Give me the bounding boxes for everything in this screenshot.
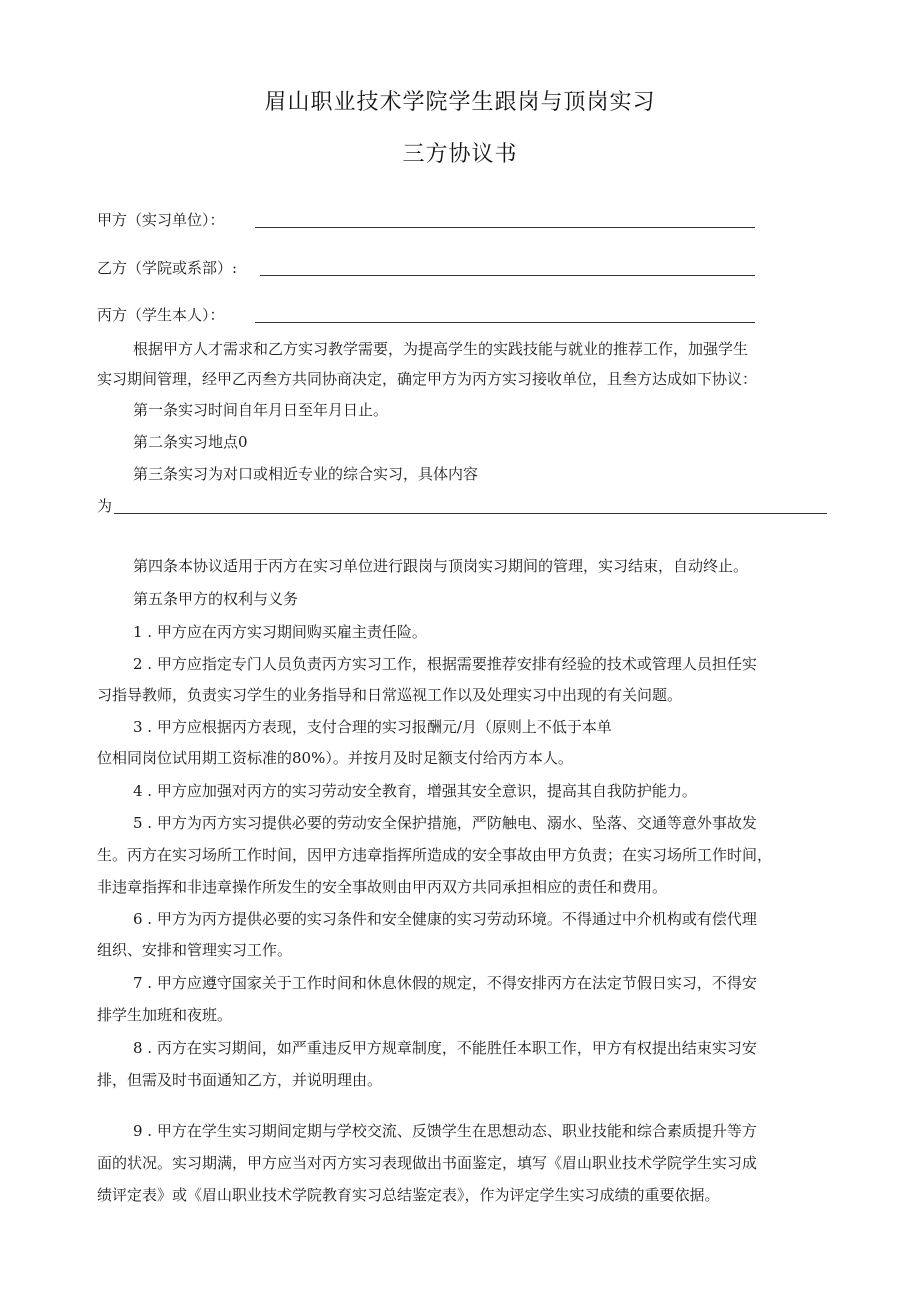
party-c-label: 丙方（学生本人）： <box>97 306 225 324</box>
party-a-blank <box>255 227 755 228</box>
item-3-line-1: 3 . 甲方应根据丙方表现，支付合理的实习报酬元/月（原则上不低于本单 <box>133 718 612 736</box>
item-8-line-2: 排，但需及时书面通知乙方，并说明理由。 <box>97 1071 383 1089</box>
article-4: 第四条本协议适用于丙方在实习单位进行跟岗与顶岗实习期间的管理，实习结束，自动终止。 <box>133 557 749 575</box>
document-subtitle: 三方协议书 <box>402 142 518 167</box>
party-c-field <box>97 302 225 328</box>
article-3-content-blank <box>114 513 827 514</box>
party-a-field <box>97 207 225 233</box>
article-2: 第二条实习地点0 <box>133 433 248 451</box>
item-8-line-1: 8 . 丙方在实习期间，如严重违反甲方规章制度，不能胜任本职工作，甲方有权提出结束实习安 <box>133 1039 757 1057</box>
party-b-label: 乙方（学院或系部）: <box>97 259 238 277</box>
item-9-line-3: 绩评定表》或《眉山职业技术学院教育实习总结鉴定表》，作为评定学生实习成绩的重要依据。 <box>97 1186 720 1204</box>
item-5-line-3: 非违章指挥和非违章操作所发生的安全事故则由甲丙双方共同承担相应的责任和费用。 <box>97 878 668 896</box>
item-5-line-1: 5 . 甲方为丙方实习提供必要的劳动安全保护措施，严防触电、溺水、坠落、交通等意外事故发 <box>133 814 757 832</box>
item-6-line-1: 6 . 甲方为丙方提供必要的实习条件和安全健康的实习劳动环境。不得通过中介机构或有偿代理 <box>133 910 757 928</box>
article-1: 第一条实习时间自年月日至年月日止。 <box>133 401 389 419</box>
item-6-line-2: 组织、安排和管理实习工作。 <box>97 941 293 959</box>
item-9-line-2: 面的状况。实习期满，甲方应当对丙方实习表现做出书面鉴定，填写《眉山职业技术学院学生实习成 <box>97 1154 758 1172</box>
item-7-line-2: 排学生加班和夜班。 <box>97 1006 233 1024</box>
item-1: 1 . 甲方应在丙方实习期间购买雇主责任险。 <box>133 623 427 641</box>
party-b-blank <box>260 275 755 276</box>
preamble-line-2: 实习期间管理，经甲乙丙叁方共同协商决定，确定甲方为丙方实习接收单位，且叁方达成如下协议： <box>97 370 758 388</box>
preamble-line-1: 根据甲方人才需求和乙方实习教学需要，为提高学生的实践技能与就业的推荐工作，加强学生 <box>133 340 749 358</box>
item-3-line-2: 位相同岗位试用期工资标准的80%）。并按月及时足额支付给丙方本人。 <box>97 749 573 767</box>
item-5-line-2: 生。丙方在实习场所工作时间，因甲方违章指挥所造成的安全事故由甲方负责；在实习场所工作时间， <box>97 846 773 864</box>
article-5-heading: 第五条甲方的权利与义务 <box>133 590 299 608</box>
item-7-line-1: 7 . 甲方应遵守国家关于工作时间和休息休假的规定，不得安排丙方在法定节假日实习，不得安 <box>133 974 757 992</box>
item-9-line-1: 9 . 甲方在学生实习期间定期与学校交流、反馈学生在思想动态、职业技能和综合素质提升等方 <box>133 1122 757 1140</box>
party-c-blank <box>255 322 755 323</box>
document-title: 眉山职业技术学院学生跟岗与顶岗实习 <box>264 90 656 115</box>
party-a-label: 甲方（实习单位）： <box>97 211 225 229</box>
item-4: 4 . 甲方应加强对丙方的实习劳动安全教育，增强其安全意识，提高其自我防护能力。 <box>133 782 697 800</box>
article-3-line-2: 为 <box>97 497 113 515</box>
item-2-line-1: 2 . 甲方应指定专门人员负责丙方实习工作，根据需要推荐安排有经验的技术或管理人员担任实 <box>133 655 757 673</box>
item-2-line-2: 习指导教师，负责实习学生的业务指导和日常巡视工作以及处理实习中出现的有关问题。 <box>97 686 683 704</box>
party-b-field <box>97 255 237 281</box>
article-3-line-1: 第三条实习为对口或相近专业的综合实习，具体内容 <box>133 465 479 483</box>
